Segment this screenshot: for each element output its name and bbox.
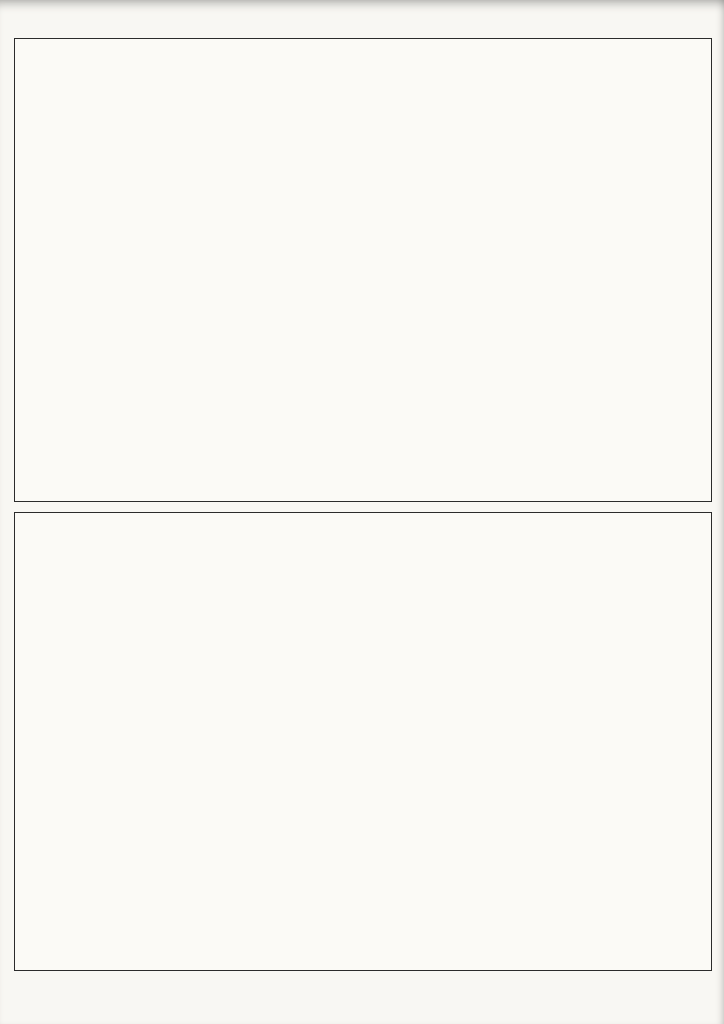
roster-table-top <box>14 38 712 502</box>
roster-table-bottom <box>14 512 712 971</box>
